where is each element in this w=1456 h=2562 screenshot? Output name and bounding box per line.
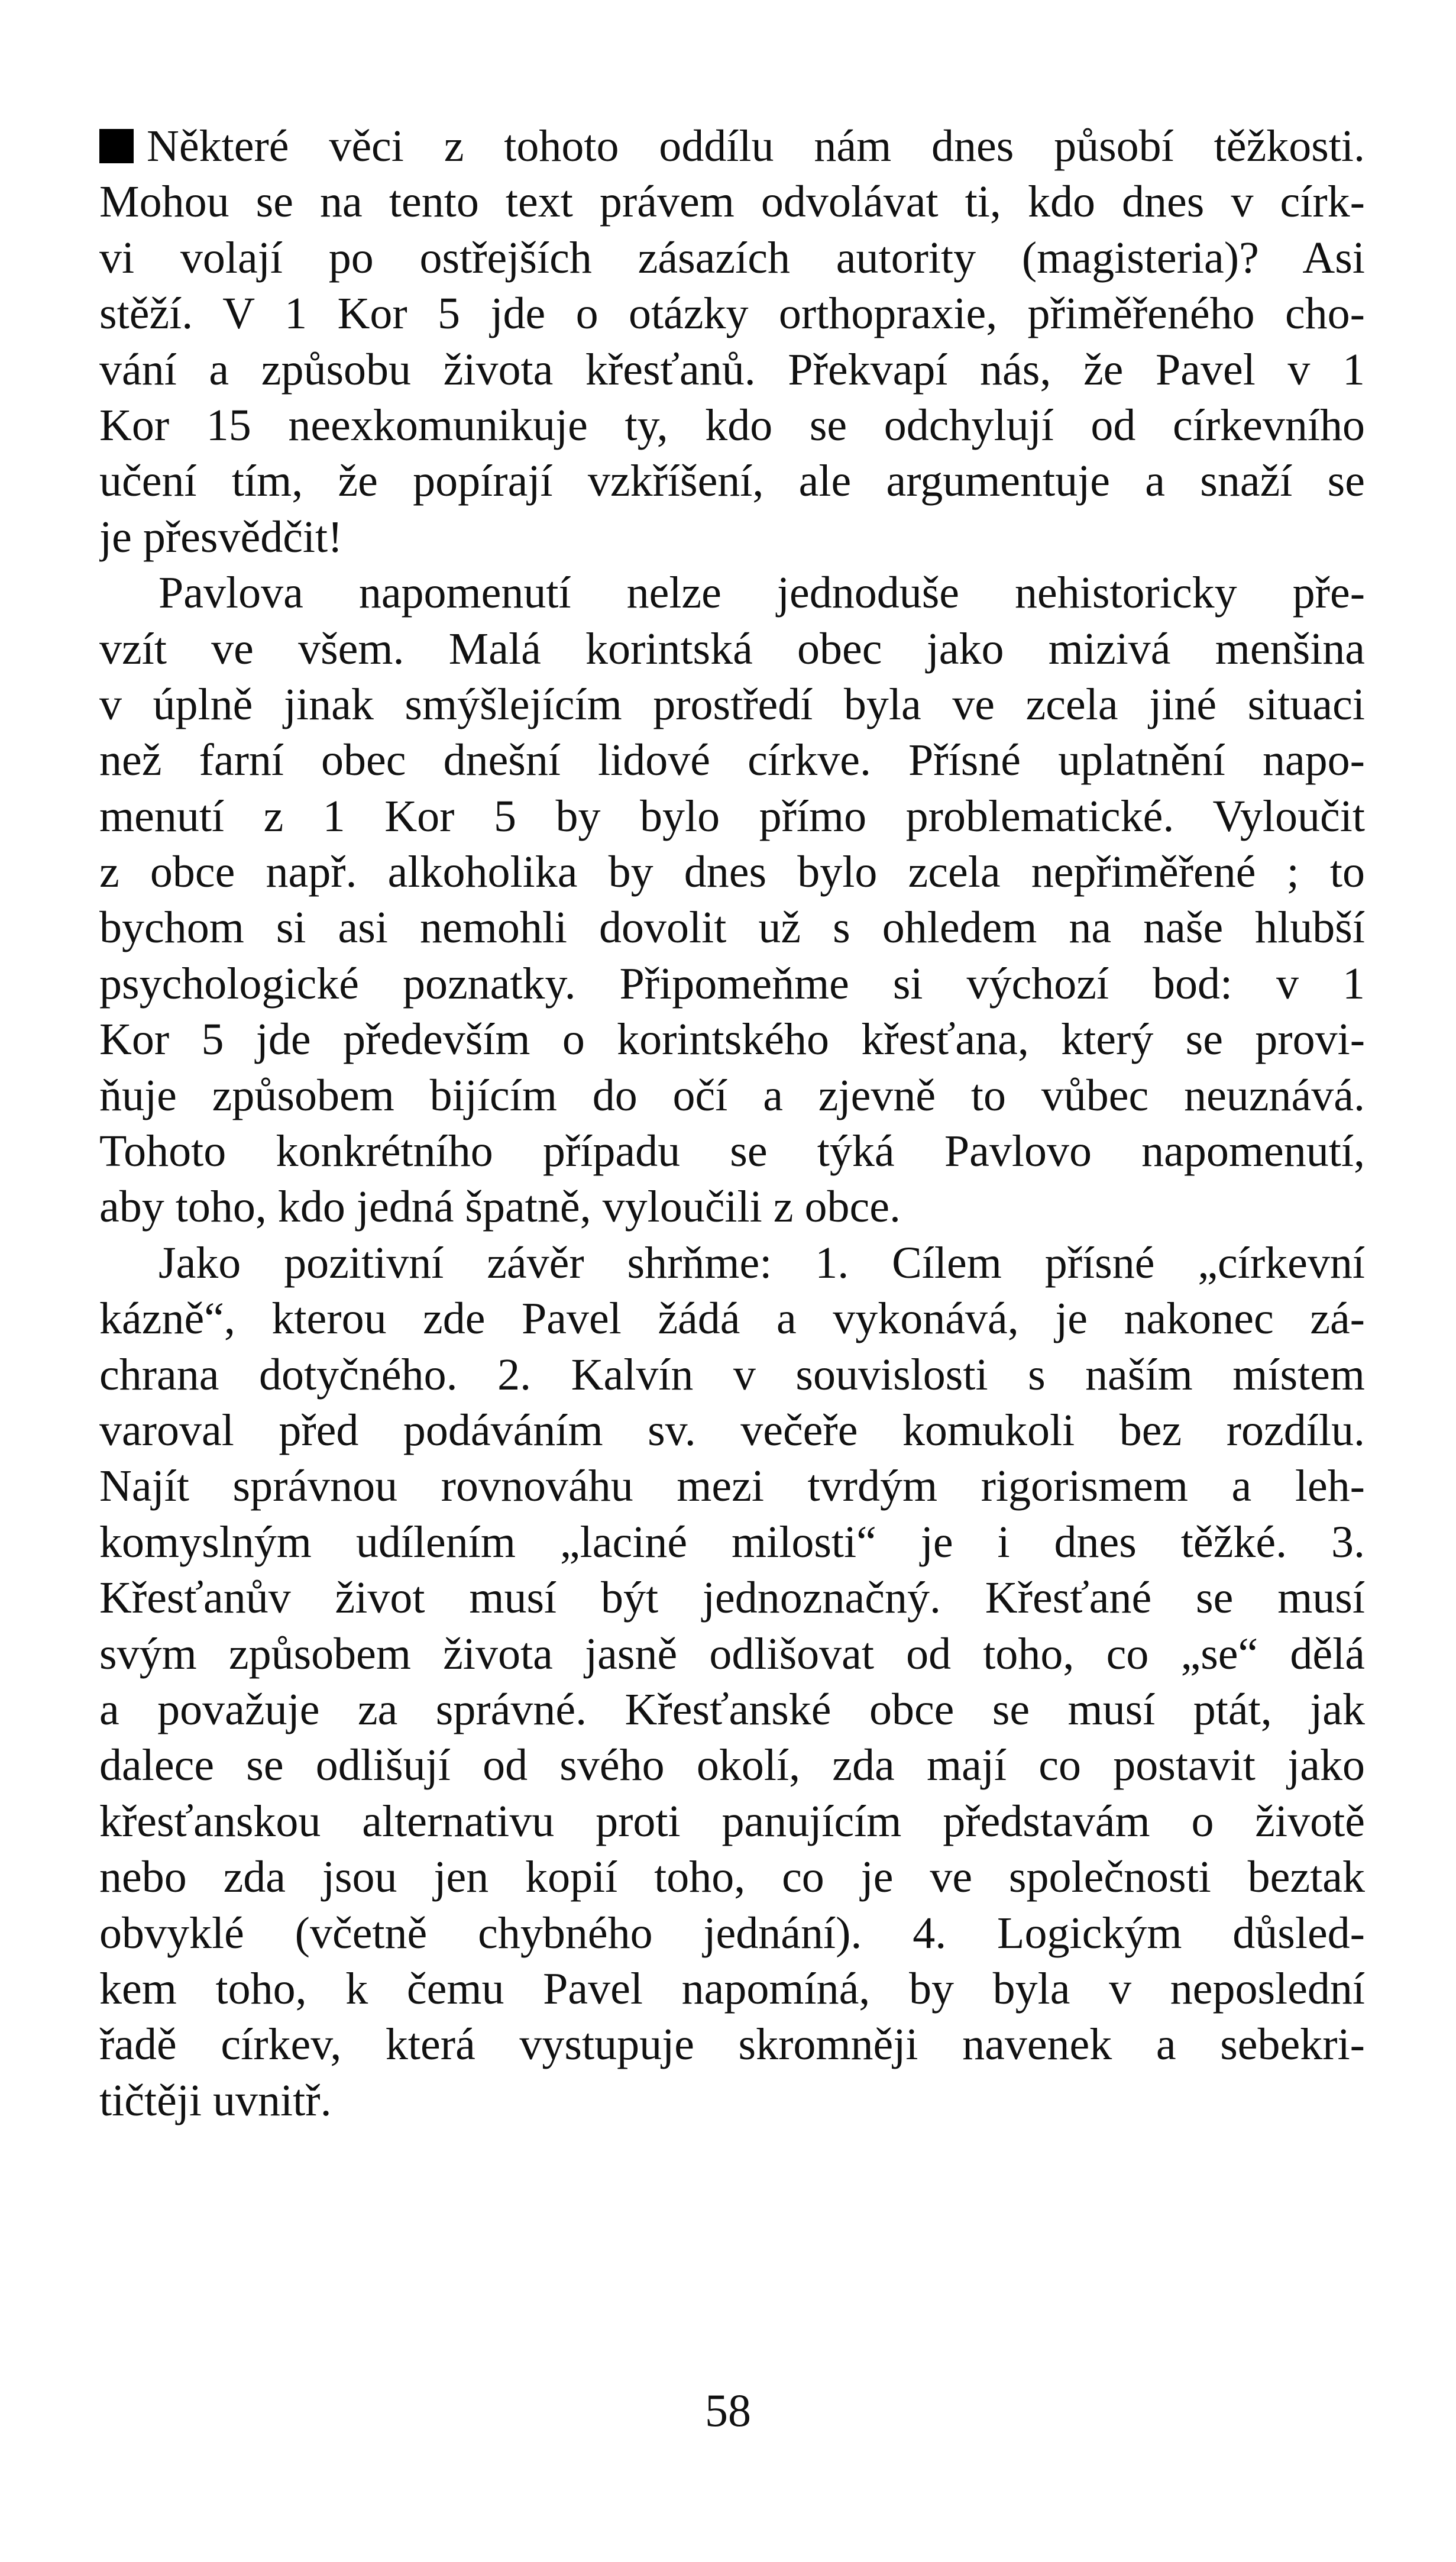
text-line-content: učení tím, že popírají vzkříšení, ale argumentuje a snaží se	[99, 456, 1365, 506]
text-line	[99, 956, 1365, 1012]
text-line	[99, 1682, 1365, 1737]
text-line-content: svým způsobem života jasně odlišovat od toho, co „se“ dělá	[99, 1629, 1365, 1679]
text-line-content: ňuje způsobem bijícím do očí a zjevně to vůbec neuznává.	[99, 1070, 1365, 1120]
text-line	[99, 1905, 1365, 1961]
text-line	[99, 453, 1365, 509]
text-line-content: vzít ve všem. Malá korintská obec jako mizivá menšina	[99, 623, 1365, 674]
text-line-content: nebo zda jsou jen kopií toho, co je ve společnosti beztak	[99, 1852, 1365, 1902]
text-line-content: křesťanskou alternativu proti panujícím představám o životě	[99, 1796, 1365, 1846]
text-line-content: řadě církev, která vystupuje skromněji navenek a sebekri-	[99, 2020, 1365, 2070]
text-line-content: stěží. V 1 Kor 5 jde o otázky orthopraxie, přiměřeného cho-	[99, 289, 1365, 339]
text-line	[99, 174, 1365, 230]
text-line	[99, 1068, 1365, 1123]
text-line-content: a považuje za správné. Křesťanské obce se musí ptát, jak	[99, 1684, 1365, 1734]
text-line	[99, 732, 1365, 788]
text-line-content: menutí z 1 Kor 5 by bylo přímo problematické. Vyloučit	[99, 791, 1365, 841]
text-line-content: než farní obec dnešní lidové církve. Přísné uplatnění napo-	[99, 735, 1365, 786]
text-line	[99, 844, 1365, 900]
text-line	[99, 1794, 1365, 1849]
text-line-content: psychologické poznatky. Připomeňme si výchozí bod: v 1	[99, 958, 1365, 1009]
text-line-content: dalece se odlišují od svého okolí, zda mají co postavit jako	[99, 1740, 1365, 1791]
text-line	[99, 1849, 1365, 1905]
text-line	[99, 621, 1365, 677]
text-line	[99, 118, 1365, 174]
text-line	[99, 1514, 1365, 1570]
text-line-content: chrana dotyčného. 2. Kalvín v souvislosti s naším místem	[99, 1349, 1365, 1400]
text-line-content: Křesťanův život musí být jednoznačný. Křesťané se musí	[99, 1573, 1365, 1623]
text-line	[99, 1179, 1365, 1235]
text-line-content: Pavlova napomenutí nelze jednoduše nehistoricky pře-	[158, 568, 1365, 618]
page-number: 58	[705, 2385, 751, 2436]
text-line	[99, 1626, 1365, 1682]
text-line-content: Jako pozitivní závěr shrňme: 1. Cílem přísné „církevní	[158, 1238, 1365, 1288]
text-line	[99, 398, 1365, 453]
text-line	[99, 1012, 1365, 1067]
text-line	[99, 1291, 1365, 1346]
section-marker-icon	[99, 129, 134, 163]
text-line	[99, 2073, 1365, 2128]
text-line	[99, 1458, 1365, 1514]
text-line-content: vání a způsobu života křesťanů. Překvapí nás, že Pavel v 1	[99, 344, 1365, 395]
text-line-content: kem toho, k čemu Pavel napomíná, by byla v neposlední	[99, 1963, 1365, 2014]
text-line	[99, 230, 1365, 286]
text-line	[99, 900, 1365, 955]
text-line	[99, 565, 1365, 621]
text-line	[99, 1737, 1365, 1793]
text-line	[99, 2017, 1365, 2072]
text-line-content: aby toho, kdo jedná špatně, vyloučili z obce.	[99, 1182, 901, 1232]
text-line-content: Kor 5 jde především o korintského křesťana, který se provi-	[99, 1015, 1365, 1065]
paragraph-3	[99, 1235, 1365, 2128]
text-line-content: je přesvědčit!	[99, 512, 343, 562]
paragraph-1	[99, 118, 1365, 565]
text-line-content: Některé věci z tohoto oddílu nám dnes působí těžkosti.	[147, 121, 1365, 171]
text-line	[99, 286, 1365, 341]
text-line-content: komyslným udílením „laciné milosti“ je i dnes těžké. 3.	[99, 1517, 1365, 1567]
text-line	[99, 1123, 1365, 1179]
text-line	[99, 1961, 1365, 2017]
text-line	[99, 509, 1365, 565]
text-line	[99, 1235, 1365, 1291]
text-line-content: Kor 15 neexkomunikuje ty, kdo se odchylují od církevního	[99, 400, 1365, 450]
page-body	[99, 118, 1365, 2128]
text-line-content: v úplně jinak smýšlejícím prostředí byla ve zcela jiné situaci	[99, 679, 1365, 729]
text-line-content: z obce např. alkoholika by dnes bylo zcela nepřiměřené ; to	[99, 847, 1365, 897]
text-line-content: obvyklé (včetně chybného jednání). 4. Logickým důsled-	[99, 1908, 1365, 1958]
text-line	[99, 1347, 1365, 1403]
text-line	[99, 677, 1365, 732]
text-line-content: vi volají po ostřejších zásazích autority (magisteria)? Asi	[99, 232, 1365, 283]
text-line	[99, 1403, 1365, 1458]
text-line-content: varoval před podáváním sv. večeře komukoli bez rozdílu.	[99, 1405, 1365, 1455]
text-line-content: tičtěji uvnitř.	[99, 2075, 332, 2125]
text-line	[99, 342, 1365, 398]
text-line	[99, 1570, 1365, 1626]
text-line	[99, 789, 1365, 844]
text-line-content: Mohou se na tento text právem odvolávat ti, kdo dnes v círk-	[99, 177, 1365, 227]
text-line-content: bychom si asi nemohli dovolit už s ohledem na naše hlubší	[99, 903, 1365, 953]
text-line-content: kázně“, kterou zde Pavel žádá a vykonává, je nakonec zá-	[99, 1294, 1365, 1344]
text-line-content: Tohoto konkrétního případu se týká Pavlovo napomenutí,	[99, 1126, 1365, 1177]
text-line-content: Najít správnou rovnováhu mezi tvrdým rigorismem a leh-	[99, 1461, 1365, 1511]
paragraph-2	[99, 565, 1365, 1235]
